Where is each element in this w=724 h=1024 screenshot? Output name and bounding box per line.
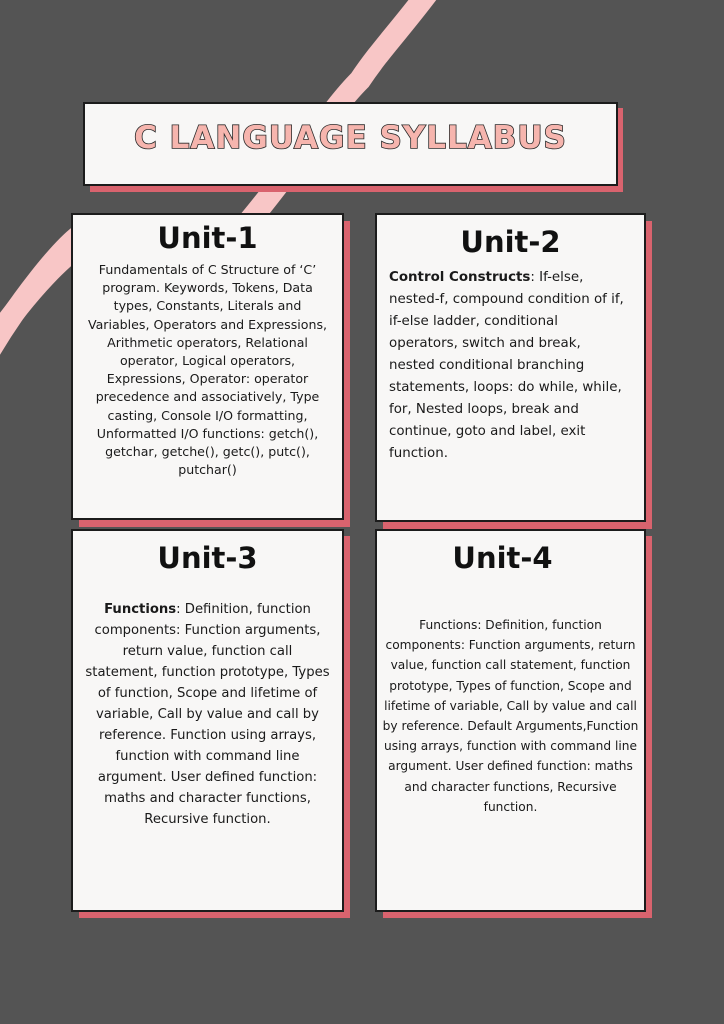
unit-1-description xyxy=(83,261,332,479)
unit-2-lead: Control Constructs xyxy=(389,270,531,285)
unit-1-body-text: Fundamentals of C Structure of ‘C’ program. Keywords, Tokens, Data types, Constants, Literals and Variables, Operators and Expressions, Arithmetic operators, Relational operator, Logical operators, Expressions, Operator: operator precedence and associatively, Type casting, Console I/O formatting, Unformatted I/O functions: getch(), getchar, getche(), getc(), putc(), putchar() xyxy=(87,262,328,478)
unit-2-description xyxy=(389,267,630,465)
unit-4-description xyxy=(381,615,640,817)
unit-2-body-text: : If-else, nested-f, compound condition of if, if-else ladder, conditional operators, switch and break, nested conditional branching statements, loops: do while, while, for, Nested loops, break and continue, goto and label, exit function. xyxy=(389,270,624,461)
title-banner xyxy=(83,102,618,186)
unit-4-heading: Unit-4 xyxy=(452,541,553,575)
unit-1-heading: Unit-1 xyxy=(157,221,258,255)
unit-4-body-text: Functions: Definition, function components: Function arguments, return value, function call statement, function prototype, Types of function, Scope and lifetime of variable, Call by value and call by reference. Default Arguments,Function using arrays, function with command line argument. User defined function: maths and character functions, Recursive function. xyxy=(382,618,639,814)
unit-3-heading: Unit-3 xyxy=(157,541,258,575)
unit-2-card xyxy=(375,213,646,522)
unit-4-card xyxy=(375,529,646,912)
unit-1-card xyxy=(71,213,344,520)
unit-2-heading: Unit-2 xyxy=(460,225,561,259)
unit-3-card xyxy=(71,529,344,912)
unit-3-lead: Functions xyxy=(104,602,177,617)
page-title: C LANGUAGE SYLLABUS xyxy=(134,120,567,156)
unit-3-description xyxy=(85,599,330,830)
unit-3-body-text: : Definition, function components: Function arguments, return value, function call statement, function prototype, Types of function, Scope and lifetime of variable, Call by value and call by reference. Function using arrays, function with command line argument. User defined function: maths and character functions, Recursive function. xyxy=(85,602,330,827)
